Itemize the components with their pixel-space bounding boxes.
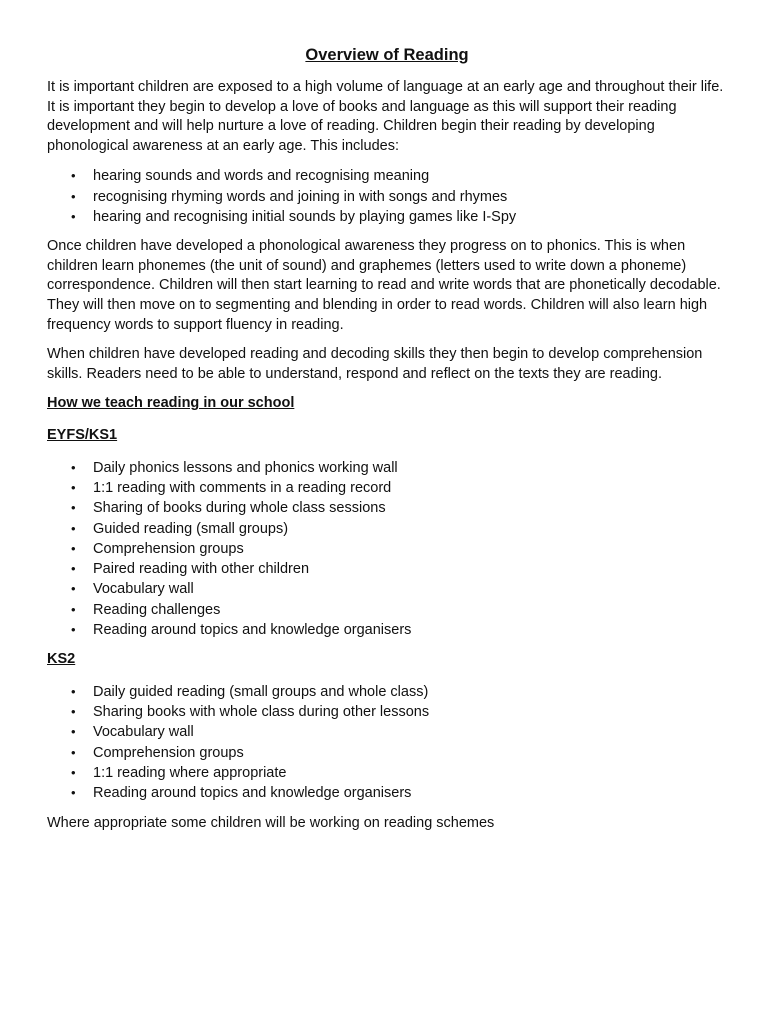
bullet-icon: • [71,704,76,720]
bullet-icon: • [71,188,76,204]
list-item-text: Paired reading with other children [93,561,310,578]
list-item [47,682,727,702]
list-item [47,763,727,783]
list-item-text: hearing sounds and words and recognising meaning [93,168,430,185]
list-item [47,539,727,559]
bullet-icon: • [71,168,76,184]
bullet-icon: • [71,683,76,699]
ks2-heading: KS2 [47,651,76,668]
list-item-text: Guided reading (small groups) [93,520,289,537]
list-item [47,166,727,186]
list-item [47,519,727,539]
page-title: Overview of Reading [305,46,469,64]
list-item [47,187,727,207]
bullet-icon: • [71,479,76,495]
bullet-icon: • [71,208,76,224]
bullet-icon: • [71,500,76,516]
intro-paragraph: It is important children are exposed to a high volume of language at an early age and throughout their life. It is important they begin to develop a love of books and language as this will support their reading development and will help nurture a love of reading. Children begin their reading by developing phonological awareness at an early age. This includes: [47,79,724,154]
document-page [47,44,727,843]
list-item [47,579,727,599]
bullet-icon: • [71,765,76,781]
ks2-list [47,682,727,804]
list-item [47,559,727,579]
phonological-list [47,166,727,227]
list-item-text: Reading around topics and knowledge organisers [93,785,412,802]
list-item [47,743,727,763]
phonics-paragraph: Once children have developed a phonological awareness they progress on to phonics. This is when children learn phonemes (the unit of sound) and graphemes (letters used to write down a phoneme) correspondence. Children will then start learning to read and write words that are phonetically decodable. They will then move on to segmenting and blending in order to read words. Children will also learn high frequency words to support fluency in reading. [47,238,721,333]
list-item-text: Vocabulary wall [93,724,194,741]
list-item-text: Comprehension groups [93,540,244,557]
list-item [47,722,727,742]
list-item-text: Sharing of books during whole class sessions [93,500,386,517]
list-item [47,620,727,640]
bullet-icon: • [71,561,76,577]
list-item [47,600,727,620]
bullet-icon: • [71,621,76,637]
list-item-text: Daily phonics lessons and phonics working wall [93,459,398,476]
bullet-icon: • [71,724,76,740]
list-item [47,783,727,803]
bullet-icon: • [71,744,76,760]
list-item [47,458,727,478]
comprehension-paragraph: When children have developed reading and decoding skills they then begin to develop comprehension skills. Readers need to be able to understand, respond and reflect on the texts they are reading. [47,346,703,382]
list-item-text: hearing and recognising initial sounds by playing games like I-Spy [93,208,517,225]
bullet-icon: • [71,785,76,801]
list-item-text: recognising rhyming words and joining in with songs and rhymes [93,188,508,205]
list-item-text: Daily guided reading (small groups and whole class) [93,683,429,700]
list-item [47,478,727,498]
list-item-text: Comprehension groups [93,744,244,761]
list-item-text: Vocabulary wall [93,581,194,598]
list-item-text: 1:1 reading where appropriate [93,765,287,782]
list-item-text: 1:1 reading with comments in a reading record [93,479,392,496]
list-item [47,498,727,518]
eyfs-heading: EYFS/KS1 [47,427,118,444]
list-item [47,702,727,722]
bullet-icon: • [71,520,76,536]
bullet-icon: • [71,601,76,617]
bullet-icon: • [71,581,76,597]
bullet-icon: • [71,459,76,475]
list-item [47,207,727,227]
list-item-text: Reading around topics and knowledge organisers [93,621,412,638]
list-item-text: Sharing books with whole class during other lessons [93,704,430,721]
list-item-text: Reading challenges [93,601,221,618]
bullet-icon: • [71,540,76,556]
closing-paragraph: Where appropriate some children will be working on reading schemes [47,814,495,831]
eyfs-list [47,458,727,641]
how-we-teach-heading: How we teach reading in our school [47,395,295,412]
